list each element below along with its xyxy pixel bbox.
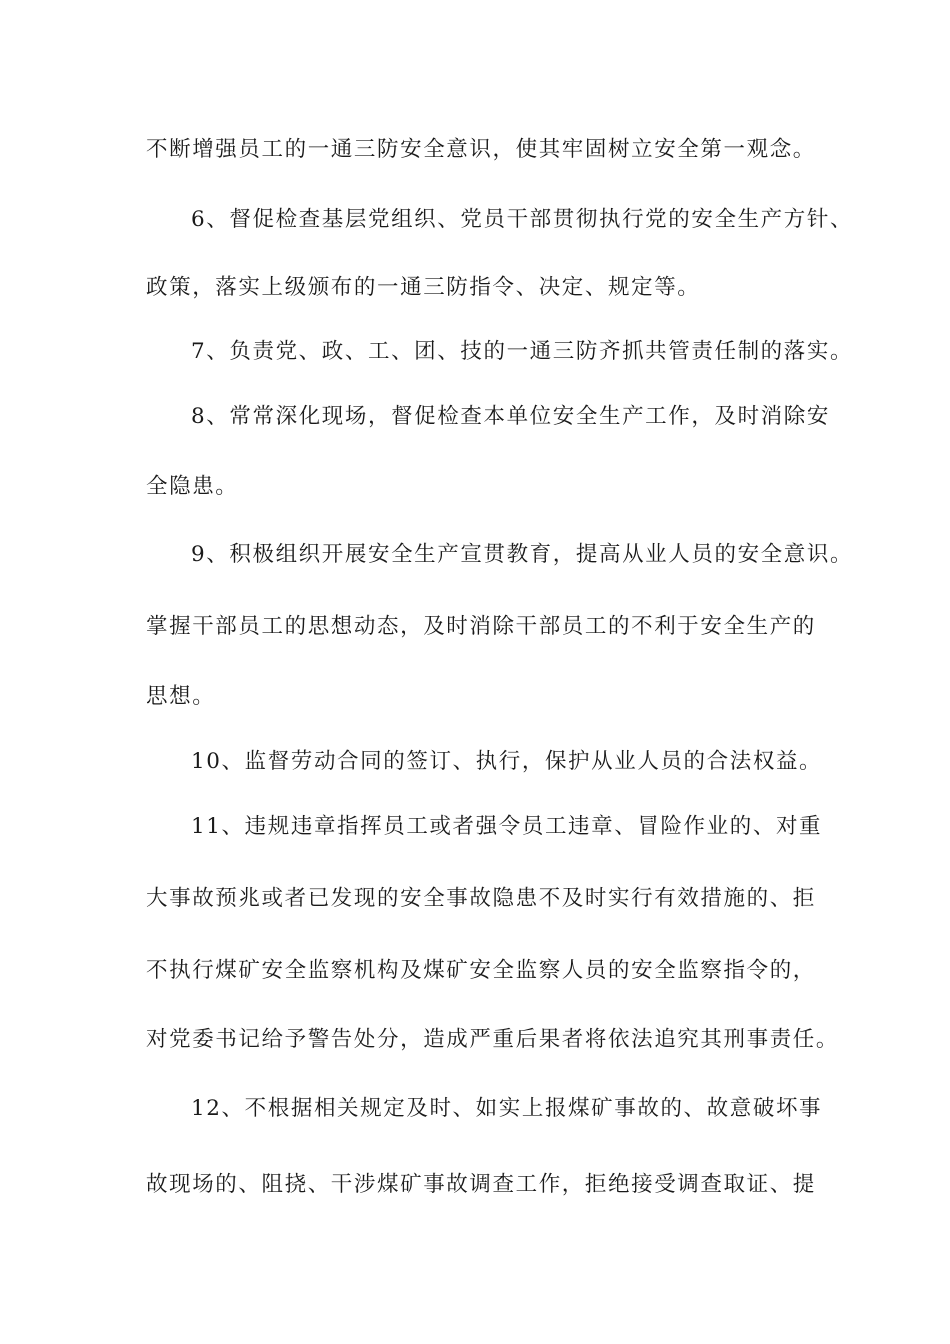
text-line: 对党委书记给予警告处分，造成严重后果者将依法追究其刑事责任。 <box>146 1027 840 1052</box>
text-line: 9、积极组织开展安全生产宣贯教育，提高从业人员的安全意识。 <box>191 542 854 567</box>
text-line: 不执行煤矿安全监察机构及煤矿安全监察人员的安全监察指令的， <box>146 958 816 983</box>
text-line: 不断增强员工的一通三防安全意识，使其牢固树立安全第一观念。 <box>146 137 816 162</box>
text-line: 11、违规违章指挥员工或者强令员工违章、冒险作业的、对重 <box>191 814 823 839</box>
text-line: 12、不根据相关规定及时、如实上报煤矿事故的、故意破坏事 <box>191 1096 823 1121</box>
text-line: 8、常常深化现场，督促检查本单位安全生产工作，及时消除安 <box>191 404 830 429</box>
text-line: 政策，落实上级颁布的一通三防指令、决定、规定等。 <box>146 275 701 300</box>
text-line: 全隐患。 <box>146 474 239 499</box>
text-line: 6、督促检查基层党组织、党员干部贯彻执行党的安全生产方针、 <box>191 207 854 232</box>
text-line: 10、监督劳动合同的签订、执行，保护从业人员的合法权益。 <box>191 749 823 774</box>
text-line: 掌握干部员工的思想动态，及时消除干部员工的不利于安全生产的 <box>146 614 816 639</box>
text-line: 思想。 <box>146 684 216 709</box>
text-line: 大事故预兆或者已发现的安全事故隐患不及时实行有效措施的、拒 <box>146 886 816 911</box>
text-line: 7、负责党、政、工、团、技的一通三防齐抓共管责任制的落实。 <box>191 339 854 364</box>
text-line: 故现场的、阻挠、干涉煤矿事故调查工作，拒绝接受调查取证、提 <box>146 1172 816 1197</box>
